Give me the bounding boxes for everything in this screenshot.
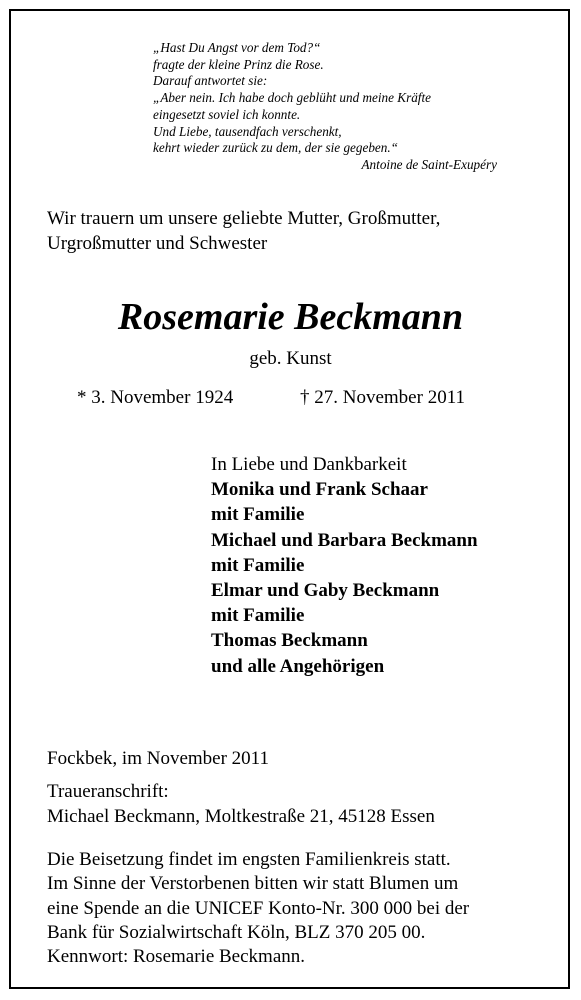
funeral-notice [47,848,469,969]
maiden-name: geb. Kunst [249,348,332,369]
poem-quote [153,40,513,174]
quote-author: Antoine de Saint-Exupéry [361,156,497,172]
mourner-line: Elmar und Gaby Beckmann [211,580,440,602]
mourner-line: mit Familie [211,554,305,576]
intro-line: Urgroßmutter und Schwester [47,233,268,254]
mourner-line: Thomas Beckmann [211,630,368,652]
death-date: † 27. November 2011 [300,387,465,408]
notice-line: Kennwort: Rosemarie Beckmann. [47,946,306,968]
mourners-list [211,452,478,679]
mourning-intro [47,206,440,256]
address-value: Michael Beckmann, Moltkestraße 21, 45128 Essen [47,806,435,827]
mourner-line: Monika und Frank Schaar [211,479,428,501]
quote-line: Darauf antwortet sie: [153,73,268,89]
quote-line: kehrt wieder zurück zu dem, der sie gegeben.“ [153,140,399,156]
quote-line: eingesetzt soviel ich konnte. [153,106,301,122]
notice-line: Die Beisetzung findet im engsten Familienkreis statt. [47,849,451,870]
mourner-line: In Liebe und Dankbarkeit [211,454,407,475]
mourner-line: und alle Angehörigen [211,655,385,677]
mourning-address [47,779,435,829]
deceased-name: Rosemarie Beckmann [117,296,464,338]
notice-line: eine Spende an die UNICEF Konto-Nr. 300 000 bei der [47,897,470,919]
mourner-line: mit Familie [211,504,305,526]
quote-line: Und Liebe, tausendfach verschenkt, [153,123,342,139]
mourner-line: mit Familie [211,605,305,627]
quote-line: „Aber nein. Ich habe doch geblüht und meine Kräfte [153,90,431,106]
notice-line: Im Sinne der Verstorbenen bitten wir statt Blumen um [47,873,459,895]
quote-line: fragte der kleine Prinz die Rose. [153,56,324,72]
quote-line: „Hast Du Angst vor dem Tod?“ [153,40,321,55]
place-date: Fockbek, im November 2011 [47,748,269,769]
mourner-line: Michael und Barbara Beckmann [211,529,478,551]
intro-line: Wir trauern um unsere geliebte Mutter, Großmutter, [47,208,441,229]
address-label: Traueranschrift: [47,781,169,802]
birth-date: * 3. November 1924 [77,387,234,408]
notice-line: Bank für Sozialwirtschaft Köln, BLZ 370 205 00. [47,921,426,943]
